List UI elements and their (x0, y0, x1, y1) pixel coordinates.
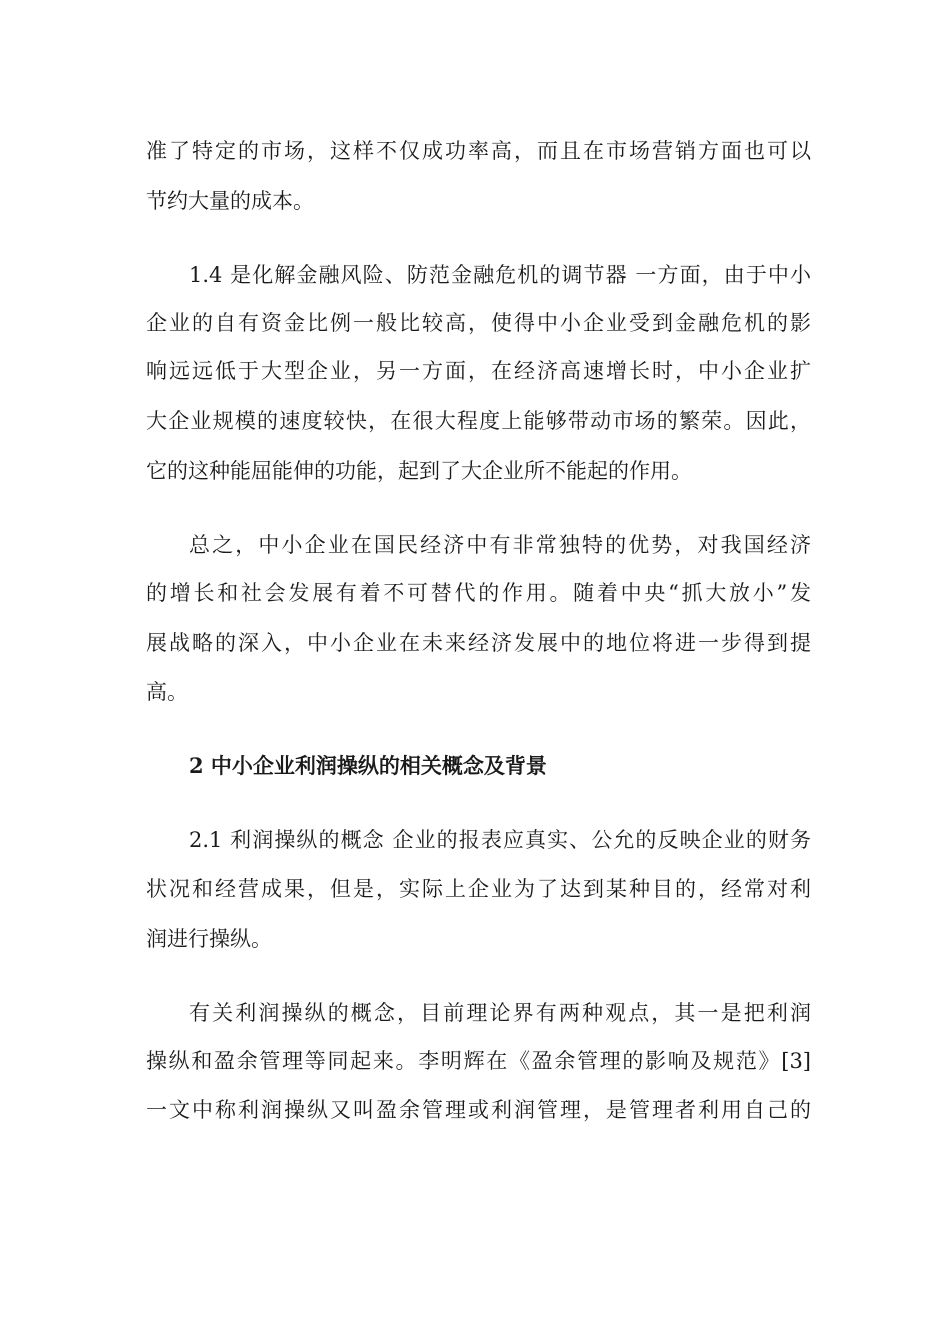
text-line: 操纵和盈余管理等同起来。李明辉在《盈余管理的影响及规范》[3] (146, 1049, 811, 1073)
text-line: 准了特定的市场，这样不仅成功率高，而且在市场营销方面也可以 (146, 139, 811, 163)
text-line: 展战略的深入，中小企业在未来经济发展中的地位将进一步得到提 (146, 631, 811, 655)
text-line: 润进行操纵。 (146, 927, 272, 951)
text-line: 大企业规模的速度较快，在很大程度上能够带动市场的繁荣。因此， (146, 409, 811, 433)
text-line: 2.1 利润操纵的概念 企业的报表应真实、公允的反映企业的财务 (189, 828, 811, 852)
text-line: 节约大量的成本。 (146, 189, 314, 213)
text-line: 它的这种能屈能伸的功能，起到了大企业所不能起的作用。 (146, 459, 692, 483)
text-line: 总之，中小企业在国民经济中有非常独特的优势，对我国经济 (189, 533, 811, 557)
section-heading: 2 中小企业利润操纵的相关概念及背景 (189, 753, 547, 778)
text-line: 状况和经营成果，但是，实际上企业为了达到某种目的，经常对利 (146, 877, 811, 901)
text-line: 一文中称利润操纵又叫盈余管理或利润管理，是管理者利用自己的 (146, 1098, 811, 1122)
text-line: 高。 (146, 680, 188, 704)
text-line: 企业的自有资金比例一般比较高，使得中小企业受到金融危机的影 (146, 311, 811, 335)
text-line: 有关利润操纵的概念，目前理论界有两种观点，其一是把利润 (189, 1001, 811, 1025)
text-line: 的增长和社会发展有着不可替代的作用。随着中央“抓大放小”发 (146, 581, 811, 605)
text-line: 1.4 是化解金融风险、防范金融危机的调节器 一方面，由于中小 (189, 263, 811, 287)
text-line: 响远远低于大型企业，另一方面，在经济高速增长时，中小企业扩 (146, 359, 811, 383)
